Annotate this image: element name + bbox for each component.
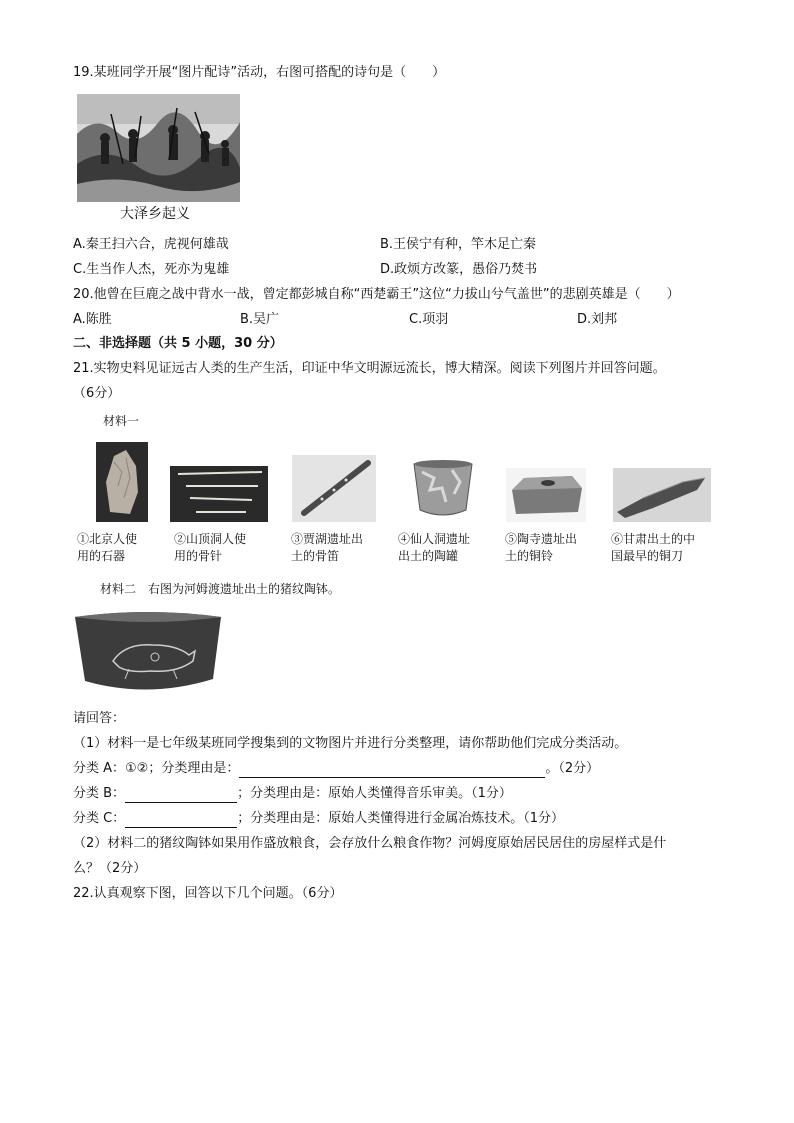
class-b-line <box>73 785 512 803</box>
artifact-caption-4: ④仙人洞遗址 出土的陶罐 <box>398 532 471 563</box>
q21-sub2-line1: （2）材料二的猪纹陶钵如果用作盛放粮食，会存放什么粮食作物？河姆度原始居民居住的房屋样式是什 <box>73 836 667 851</box>
class-b-answer-blank[interactable] <box>125 789 237 803</box>
artifact-caption-6: ⑥甘肃出土的中 国最早的铜刀 <box>611 532 696 563</box>
q19-option-d: D.政烦方改篆，愚俗乃焚书 <box>380 262 538 277</box>
class-a-suffix: 。（2分） <box>545 761 600 776</box>
class-a-answer-blank[interactable] <box>239 764 545 778</box>
q21-stem-line1: 21.实物史料见证远古人类的生产生活，印证中华文明源远流长，博大精深。阅读下列图片并回答问题。 <box>73 361 666 376</box>
q20-option-d: D.刘邦 <box>577 312 618 327</box>
class-c-suffix: ；分类理由是：原始人类懂得进行金属冶炼技术。（1分） <box>237 811 564 826</box>
q21-sub2-line2: 么？（2分） <box>73 861 147 876</box>
please-answer: 请回答： <box>73 711 126 726</box>
section2-title: 二、非选择题（共 5 小题，30 分） <box>73 336 283 351</box>
uprising-painting <box>77 94 240 202</box>
q22-stem: 22.认真观察下图，回答以下几个问题。（6分） <box>73 886 343 901</box>
q21-sub1: （1）材料一是七年级某班同学搜集到的文物图片并进行分类整理，请你帮助他们完成分类活动。 <box>73 736 628 751</box>
bone-flute-image <box>292 455 376 522</box>
q20-option-a: A.陈胜 <box>73 312 112 327</box>
q20-option-b: B.吴广 <box>240 312 280 327</box>
copper-bell-image <box>506 468 586 522</box>
bone-needle-image <box>170 466 268 522</box>
class-c-prefix: 分类 C： <box>73 811 126 826</box>
artifact-caption-5: ⑤陶寺遗址出 土的铜铃 <box>505 532 578 563</box>
artifact-caption-3: ③贾湖遗址出 土的骨笛 <box>291 532 364 563</box>
bronze-knife-image <box>613 468 711 522</box>
class-c-line <box>73 810 564 828</box>
q19-option-a: A.秦王扫六合，虎视何雄哉 <box>73 237 229 252</box>
artifact-caption-1: ①北京人使 用的石器 <box>77 532 138 563</box>
pig-bowl-image <box>73 607 223 697</box>
q19-option-b: B.王侯宁有种，竿木足亡秦 <box>380 237 537 252</box>
stone-tool-image <box>96 442 148 522</box>
pottery-jar-image <box>408 458 478 522</box>
material1-label: 材料一 <box>103 414 140 428</box>
q21-stem-line2: （6分） <box>73 386 121 401</box>
class-c-answer-blank[interactable] <box>125 814 237 828</box>
class-a-line <box>73 760 599 778</box>
q20-stem: 20.他曾在巨鹿之战中背水一战，曾定都彭城自称“西楚霸王”这位“力拔山兮气盖世”的悲剧英雄是（ ） <box>73 287 680 302</box>
q20-option-c: C.项羽 <box>409 312 449 327</box>
q19-image-caption: 大泽乡起义 <box>120 206 190 222</box>
class-b-prefix: 分类 B： <box>73 786 126 801</box>
class-b-suffix: ；分类理由是：原始人类懂得音乐审美。（1分） <box>237 786 512 801</box>
q19-stem: 19.某班同学开展“图片配诗”活动，右图可搭配的诗句是（ ） <box>73 65 446 80</box>
q19-option-c: C.生当作人杰，死亦为鬼雄 <box>73 262 230 277</box>
artifact-caption-2: ②山顶洞人使 用的骨针 <box>174 532 247 563</box>
class-a-prefix: 分类 A：①②；分类理由是： <box>73 761 240 776</box>
material2-text: 材料二 右图为河姆渡遗址出土的猪纹陶钵。 <box>100 582 341 596</box>
